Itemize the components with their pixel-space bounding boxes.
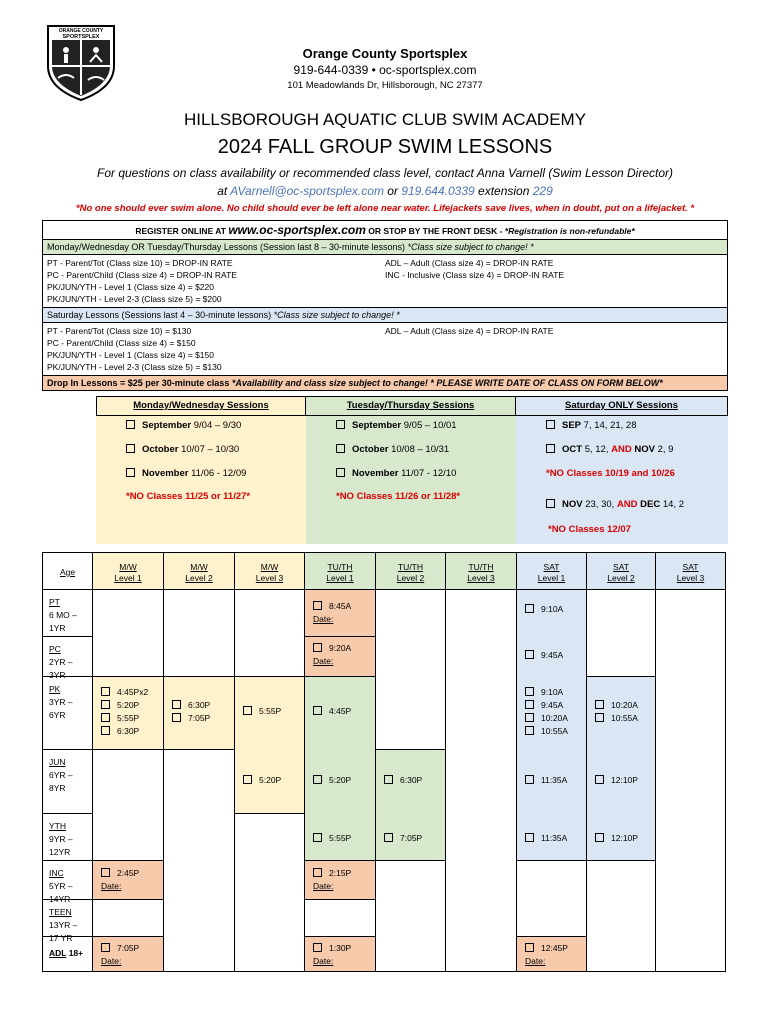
- tt-session-september[interactable]: September 9/05 – 10/01: [336, 420, 457, 431]
- slot-yth-sat1[interactable]: 11:35A: [525, 832, 567, 845]
- slot-pc-sat1[interactable]: 9:45A: [525, 649, 563, 662]
- column-header-4: TU/TH Level 2: [376, 553, 446, 590]
- checkbox-icon[interactable]: [313, 868, 322, 877]
- checkbox-icon[interactable]: [172, 700, 181, 709]
- column-header-5: TU/TH Level 3: [446, 553, 517, 590]
- checkbox-icon[interactable]: [525, 687, 534, 696]
- sat-sessions: [516, 396, 728, 544]
- mw2-empty-pt-pc: [164, 590, 235, 677]
- saturday-rates: [43, 323, 727, 376]
- column-header-7: SAT Level 2: [587, 553, 656, 590]
- slot-jun-sat1[interactable]: 11:35A: [525, 774, 567, 787]
- session-dates: [96, 396, 728, 544]
- checkbox-icon[interactable]: [101, 726, 110, 735]
- age-row-jun: JUN 6YR – 8YR: [43, 750, 93, 814]
- tt2-empty-bottom: [376, 861, 446, 972]
- lessons-title: 2024 FALL GROUP SWIM LESSONS: [217, 136, 553, 158]
- registration-url[interactable]: www.oc-sportsplex.com: [228, 223, 366, 237]
- checkbox-icon[interactable]: [525, 775, 534, 784]
- facility-contact: 919-644-0339 • oc-sportsplex.com: [293, 63, 477, 77]
- facility-address: 101 Meadowlands Dr, Hillsborough, NC 27377: [287, 80, 483, 91]
- slot-adl-mw1[interactable]: 7:05P Date:: [101, 943, 140, 966]
- slot-jun-mw3[interactable]: 5:20P: [243, 774, 281, 787]
- academy-title: HILLSBOROUGH AQUATIC CLUB SWIM ACADEMY: [183, 110, 587, 129]
- checkbox-icon[interactable]: [384, 833, 393, 842]
- safety-warning: *No one should ever swim alone. No child should ever be left alone near water. Lifejackets save lives, when in doubt, put on a lifejacket. *: [75, 203, 695, 214]
- contact-email[interactable]: AVarnell@oc-sportsplex.com: [230, 184, 384, 198]
- checkbox-icon[interactable]: [243, 706, 252, 715]
- checkbox-icon[interactable]: [525, 833, 534, 842]
- age-row-pt: PT 6 MO – 1YR: [43, 590, 93, 637]
- mw1-empty-jun-yth: [93, 750, 164, 861]
- sat3-empty: [656, 590, 726, 972]
- slot-inc-tt1[interactable]: 2:15P Date:: [313, 868, 352, 891]
- sat-session-october[interactable]: OCT 5, 12, AND NOV 2, 9: [546, 444, 673, 455]
- date-field[interactable]: Date:: [313, 956, 334, 966]
- sat1-empty: [517, 861, 587, 937]
- drop-in-row: Drop In Lessons = $25 per 30-minute class *Availability and class size subject to change! * PLEASE WRITE DATE OF CLASS ON FORM BELOW*: [43, 376, 727, 390]
- mw-session-september[interactable]: September 9/04 – 9/30: [126, 420, 241, 431]
- checkbox-icon[interactable]: [101, 687, 110, 696]
- tt1-empty-teen: [305, 900, 376, 937]
- sat-no-classes-dec: *NO Classes 12/07: [548, 524, 631, 535]
- tt-sessions: [306, 396, 516, 544]
- slot-pk-mw2[interactable]: 6:30P 7:05P: [172, 699, 210, 725]
- mw3-empty-rest: [235, 814, 305, 972]
- checkbox-icon[interactable]: [101, 943, 110, 952]
- weekday-rate-2: PK/JUN/YTH - Level 1 (Class size 4) = $220: [47, 282, 214, 292]
- slot-adl-sat1[interactable]: 12:45P Date:: [525, 943, 568, 966]
- checkbox-icon[interactable]: [525, 700, 534, 709]
- slot-pk-tt1[interactable]: 4:45P: [313, 705, 351, 718]
- date-field[interactable]: Date:: [313, 656, 334, 666]
- column-header-6: SAT Level 1: [517, 553, 587, 590]
- age-row-pk: PK 3YR – 6YR: [43, 677, 93, 750]
- mw3-empty-pt-pc: [235, 590, 305, 677]
- checkbox-icon[interactable]: [525, 726, 534, 735]
- facility-name: Orange County Sportsplex: [302, 46, 468, 61]
- slot-yth-tt1[interactable]: 5:55P: [313, 832, 351, 845]
- saturday-rate-extra-0: ADL – Adult (Class size 4) = DROP-IN RATE: [385, 326, 554, 336]
- age-header: Age: [43, 553, 93, 590]
- column-header-1: M/W Level 2: [164, 553, 235, 590]
- checkbox-icon[interactable]: [313, 943, 322, 952]
- checkbox-icon[interactable]: [384, 775, 393, 784]
- mw3-pk-jun: [235, 677, 305, 814]
- saturday-rate-0: PT - Parent/Tot (Class size 10) = $130: [47, 326, 192, 336]
- checkbox-icon[interactable]: [101, 868, 110, 877]
- mw1-empty-teen: [93, 900, 164, 937]
- checkbox-icon[interactable]: [595, 775, 604, 784]
- slot-jun-sat2[interactable]: 12:10P: [595, 774, 638, 787]
- svg-text:SPORTSPLEX: SPORTSPLEX: [62, 34, 100, 40]
- tt-session-october[interactable]: October 10/08 – 10/31: [336, 444, 449, 455]
- column-header-3: TU/TH Level 1: [305, 553, 376, 590]
- mw-session-october[interactable]: October 10/07 – 10/30: [126, 444, 239, 455]
- age-row-inc: INC 5YR – 14YR: [43, 861, 93, 900]
- slot-yth-sat2[interactable]: 12:10P: [595, 832, 638, 845]
- saturday-rate-3: PK/JUN/YTH - Level 2-3 (Class size 5) = $130: [47, 362, 222, 372]
- slot-pt-tt1[interactable]: 8:45A Date:: [313, 601, 352, 624]
- weekday-rates: [43, 255, 727, 308]
- tt2-empty-top: [376, 590, 446, 750]
- slot-yth-tt2[interactable]: 7:05P: [384, 832, 422, 845]
- tt-sessions-header: Tuesday/Thursday Sessions: [306, 396, 516, 416]
- weekday-rate-0: PT - Parent/Tot (Class size 10) = DROP-IN RATE: [47, 258, 233, 268]
- sat-no-classes-oct: *NO Classes 10/19 and 10/26: [546, 468, 675, 479]
- checkbox-icon[interactable]: [101, 713, 110, 722]
- tt-session-november[interactable]: November 11/07 - 12/10: [336, 468, 456, 479]
- age-row-teen: TEEN 13YR – 17 YR: [43, 900, 93, 937]
- slot-pk-mw1[interactable]: 4:45Px2 5:20P 5:55P 6:30P: [101, 686, 148, 738]
- tt3-empty: [446, 590, 517, 972]
- mw-no-classes: *NO Classes 11/25 or 11/27*: [126, 491, 251, 502]
- checkbox-icon[interactable]: [525, 604, 534, 613]
- schedule-grid: [42, 552, 726, 972]
- slot-pk-sat2[interactable]: 10:20A 10:55A: [595, 699, 638, 725]
- saturday-rate-1: PC - Parent/Child (Class size 4) = $150: [47, 338, 196, 348]
- sat2-empty-bottom: [587, 861, 656, 972]
- mw-sessions: [96, 396, 306, 544]
- checkbox-icon[interactable]: [595, 833, 604, 842]
- slot-pk-mw3[interactable]: 5:55P: [243, 705, 281, 718]
- contact-phone: 919.644.0339: [401, 184, 475, 198]
- date-field[interactable]: Date:: [101, 881, 122, 891]
- weekday-rate-3: PK/JUN/YTH - Level 2-3 (Class size 5) = $200: [47, 294, 222, 304]
- sat2-empty-top: [587, 590, 656, 677]
- saturday-lessons-header: Saturday Lessons (Sessions last 4 – 30-minute lessons) *Class size subject to change! *: [43, 308, 727, 323]
- mw-session-november[interactable]: November 11/06 - 12/09: [126, 468, 246, 479]
- checkbox-icon[interactable]: [525, 713, 534, 722]
- saturday-rate-2: PK/JUN/YTH - Level 1 (Class size 4) = $150: [47, 350, 214, 360]
- checkbox-icon[interactable]: [313, 775, 322, 784]
- weekday-rate-extra-0: ADL – Adult (Class size 4) = DROP-IN RATE: [385, 258, 554, 268]
- checkbox-icon[interactable]: [313, 643, 322, 652]
- age-row-yth: YTH 9YR – 12YR: [43, 814, 93, 861]
- column-header-0: M/W Level 1: [93, 553, 164, 590]
- checkbox-icon[interactable]: [525, 943, 534, 952]
- checkbox-icon[interactable]: [525, 650, 534, 659]
- sat-session-september[interactable]: SEP 7, 14, 21, 28: [546, 420, 636, 431]
- slot-adl-tt1[interactable]: 1:30P Date:: [313, 943, 352, 966]
- slot-pk-sat1[interactable]: 9:10A 9:45A 10:20A 10:55A: [525, 686, 568, 738]
- date-field[interactable]: Date:: [101, 956, 122, 966]
- checkbox-icon[interactable]: [595, 713, 604, 722]
- checkbox-icon[interactable]: [313, 706, 322, 715]
- tt-no-classes: *NO Classes 11/26 or 11/28*: [336, 491, 461, 502]
- contact-intro: For questions on class availability or recommended class level, contact Anna Varnell (Swim Lesson Director): [96, 166, 674, 180]
- sat-sessions-header: Saturday ONLY Sessions: [516, 396, 728, 416]
- age-row-adl: ADL 18+: [43, 937, 93, 972]
- mw2-empty-rest: [164, 750, 235, 972]
- pricing-table: [42, 220, 728, 391]
- sat-session-november[interactable]: NOV 23, 30, AND DEC 14, 2: [546, 499, 684, 510]
- slot-pt-sat1[interactable]: 9:10A: [525, 603, 563, 616]
- checkbox-icon[interactable]: [243, 775, 252, 784]
- date-field[interactable]: Date:: [525, 956, 546, 966]
- mw-sessions-header: Monday/Wednesday Sessions: [96, 396, 306, 416]
- svg-text:ORANGE COUNTY: ORANGE COUNTY: [58, 28, 104, 34]
- weekday-rate-extra-1: INC - Inclusive (Class size 4) = DROP-IN RATE: [385, 270, 565, 280]
- column-header-2: M/W Level 3: [235, 553, 305, 590]
- slot-pc-tt1[interactable]: 9:20A Date:: [313, 643, 352, 666]
- checkbox-icon[interactable]: [101, 700, 110, 709]
- slot-jun-tt2[interactable]: 6:30P: [384, 774, 422, 787]
- weekday-lessons-header: Monday/Wednesday OR Tuesday/Thursday Lessons (Session last 8 – 30-minute lessons) *Class size subject to change! *: [43, 240, 727, 255]
- registration-row: REGISTER ONLINE AT www.oc-sportsplex.com OR STOP BY THE FRONT DESK - *Registration is non-refundable*: [43, 221, 727, 240]
- age-row-pc: PC 2YR – 3YR: [43, 637, 93, 677]
- checkbox-icon[interactable]: [595, 700, 604, 709]
- contact-details: at AVarnell@oc-sportsplex.com or 919.644.0339 extension 229: [217, 184, 553, 198]
- slot-jun-tt1[interactable]: 5:20P: [313, 774, 351, 787]
- checkbox-icon[interactable]: [313, 601, 322, 610]
- weekday-rate-1: PC - Parent/Child (Class size 4) = DROP-IN RATE: [47, 270, 237, 280]
- checkbox-icon[interactable]: [313, 833, 322, 842]
- mw1-empty-pt-pc: [93, 590, 164, 677]
- column-header-8: SAT Level 3: [656, 553, 726, 590]
- date-field[interactable]: Date:: [313, 614, 334, 624]
- checkbox-icon[interactable]: [172, 713, 181, 722]
- slot-inc-mw1[interactable]: 2:45P Date:: [101, 868, 140, 891]
- date-field[interactable]: Date:: [313, 881, 334, 891]
